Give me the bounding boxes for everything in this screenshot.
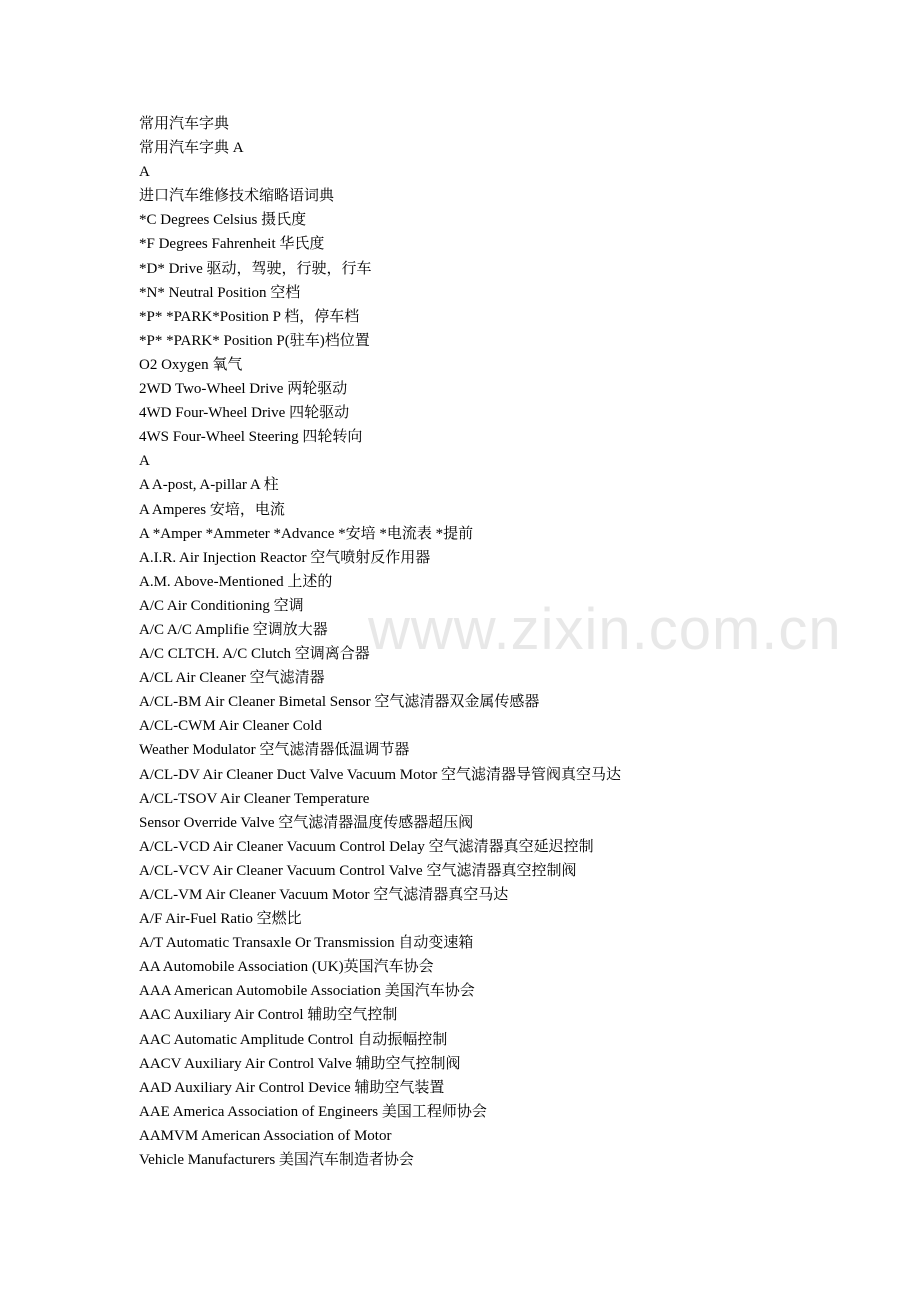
dictionary-entry: *N* Neutral Position 空档 <box>139 284 301 301</box>
dictionary-entry: AAE America Association of Engineers 美国工程师协会 <box>139 1103 487 1120</box>
dictionary-entry: AAA American Automobile Association 美国汽车协会 <box>139 983 475 1000</box>
dictionary-entry: A/CL-DV Air Cleaner Duct Valve Vacuum Motor 空气滤清器导管阀真空马达 <box>139 766 622 783</box>
dictionary-entry-continuation: Vehicle Manufacturers 美国汽车制造者协会 <box>139 1152 414 1169</box>
dictionary-entry: *C Degrees Celsius 摄氏度 <box>139 212 307 229</box>
dictionary-entry: *P* *PARK*Position P 档，停车档 <box>139 308 360 325</box>
section-letter: A <box>139 453 150 470</box>
dictionary-entry: A/F Air-Fuel Ratio 空燃比 <box>139 911 302 928</box>
dictionary-entry: AAC Automatic Amplitude Control 自动振幅控制 <box>139 1031 448 1048</box>
dictionary-entry: A/CL-TSOV Air Cleaner Temperature <box>139 790 370 807</box>
dictionary-entry: AAMVM American Association of Motor <box>139 1127 392 1144</box>
dictionary-entry: A/C CLTCH. A/C Clutch 空调离合器 <box>139 646 370 663</box>
dictionary-entry: 4WS Four-Wheel Steering 四轮转向 <box>139 429 363 446</box>
dictionary-entry: A/T Automatic Transaxle Or Transmission 自动变速箱 <box>139 935 474 952</box>
dictionary-entry: AAD Auxiliary Air Control Device 辅助空气装置 <box>139 1079 445 1096</box>
dictionary-entry: A/CL-VCD Air Cleaner Vacuum Control Delay 空气滤清器真空延迟控制 <box>139 838 594 855</box>
dictionary-entry: A Amperes 安培，电流 <box>139 501 285 518</box>
dictionary-entry: A *Amper *Ammeter *Advance *安培 *电流表 *提前 <box>139 525 474 542</box>
dictionary-entry: A/CL-VM Air Cleaner Vacuum Motor 空气滤清器真空马达 <box>139 887 509 903</box>
dictionary-entry: 2WD Two-Wheel Drive 两轮驱动 <box>139 381 348 398</box>
dictionary-entry: AA Automobile Association (UK)英国汽车协会 <box>139 959 434 976</box>
section-letter: A <box>139 164 150 181</box>
dictionary-entry: A/CL Air Cleaner 空气滤清器 <box>139 670 325 687</box>
dictionary-entry: A A-post, A-pillar A 柱 <box>139 477 279 494</box>
dictionary-entry: O2 Oxygen 氧气 <box>139 356 243 373</box>
dictionary-entry: A/C A/C Amplifie 空调放大器 <box>139 621 328 638</box>
dictionary-entry: A/CL-BM Air Cleaner Bimetal Sensor 空气滤清器双金属传感器 <box>139 694 540 711</box>
dictionary-entry: AACV Auxiliary Air Control Valve 辅助空气控制阀 <box>139 1055 461 1072</box>
dictionary-entry: A.M. Above-Mentioned 上述的 <box>139 573 333 590</box>
dictionary-entry-continuation: Weather Modulator 空气滤清器低温调节器 <box>139 742 410 759</box>
document-title: 常用汽车字典 <box>139 116 230 132</box>
document-body <box>139 112 859 1172</box>
dictionary-entry: 4WD Four-Wheel Drive 四轮驱动 <box>139 405 350 422</box>
dictionary-entry: A/C Air Conditioning 空调 <box>139 597 304 614</box>
dictionary-subtitle: 进口汽车维修技术缩略语词典 <box>139 188 335 205</box>
dictionary-entry: AAC Auxiliary Air Control 辅助空气控制 <box>139 1007 398 1024</box>
section-heading: 常用汽车字典 A <box>139 140 244 157</box>
dictionary-entry: A.I.R. Air Injection Reactor 空气喷射反作用器 <box>139 549 431 566</box>
site-watermark: www.zixin.com.cn <box>368 597 842 662</box>
dictionary-entry: A/CL-VCV Air Cleaner Vacuum Control Valve 空气滤清器真空控制阀 <box>139 862 577 879</box>
dictionary-entry: *F Degrees Fahrenheit 华氏度 <box>139 236 325 253</box>
dictionary-entry-continuation: Sensor Override Valve 空气滤清器温度传感器超压阀 <box>139 814 474 831</box>
dictionary-entry: A/CL-CWM Air Cleaner Cold <box>139 718 322 735</box>
dictionary-entry: *P* *PARK* Position P(驻车)档位置 <box>139 332 370 349</box>
dictionary-entry: *D* Drive 驱动，驾驶，行驶，行车 <box>139 260 372 277</box>
